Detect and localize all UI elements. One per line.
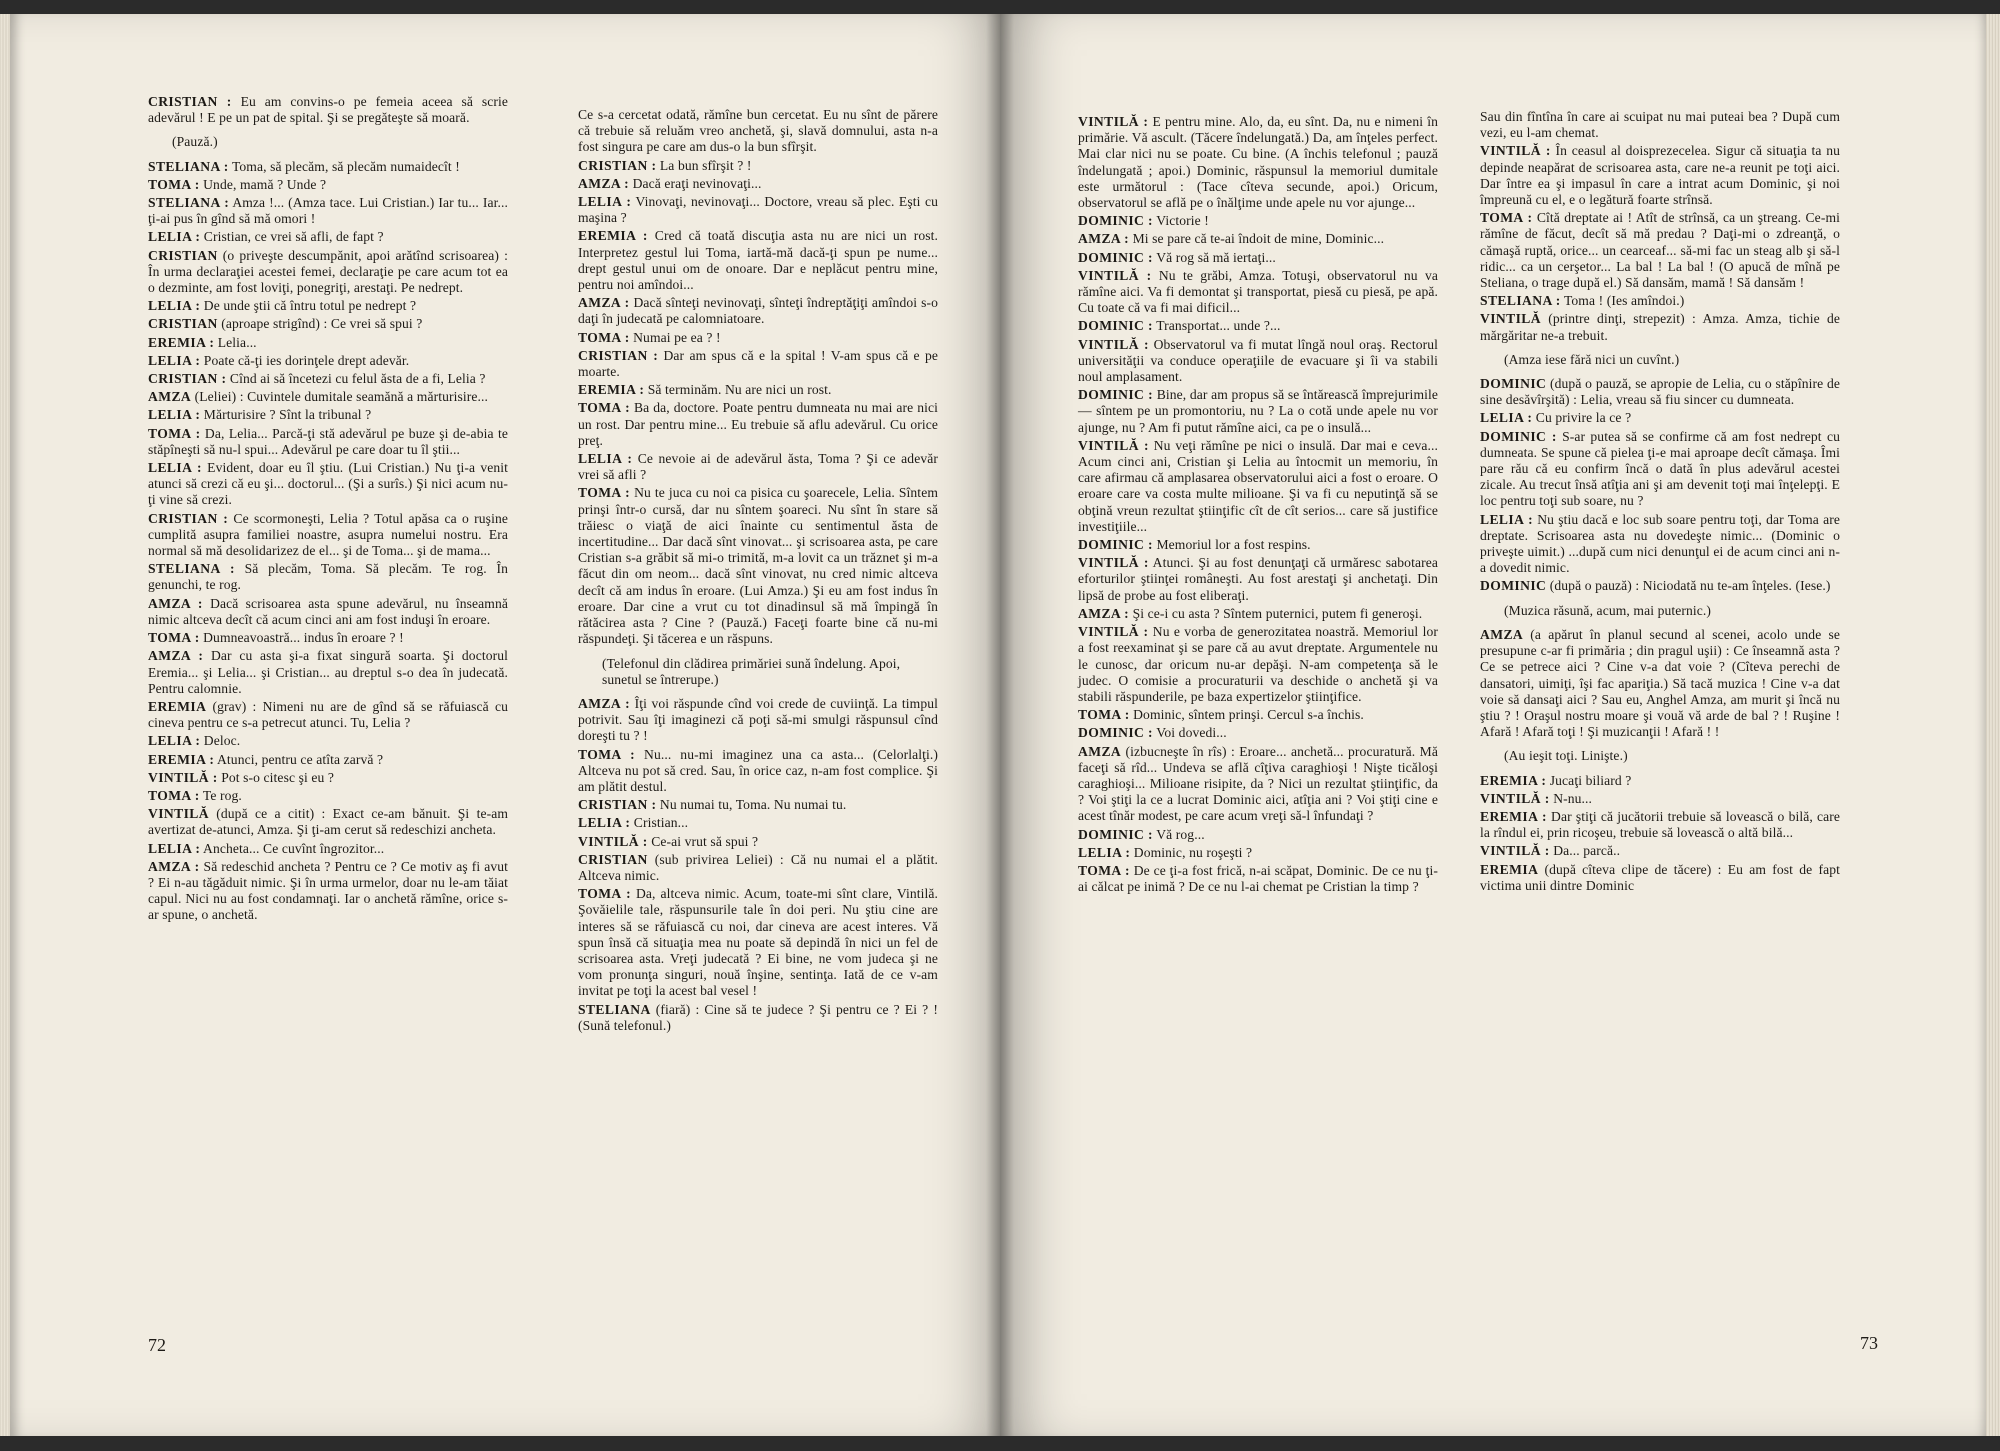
dialogue-text: (grav) : Nimeni nu are de gînd să se răfuiască cu cineva pentru ce s-a petrecut atunci. Tu, Lelia ? — [148, 698, 509, 731]
dialogue-text: (sub privirea Leliei) : Că nu numai el a plătit. Altceva nimic. — [578, 851, 939, 883]
speaker-name: CRISTIAN — [148, 247, 218, 263]
dialogue-text: De unde ştii că întru totul pe nedrept ? — [203, 298, 417, 314]
speaker-name: AMZA : — [1078, 231, 1130, 247]
speaker-name: LELIA : — [1078, 844, 1131, 860]
dialogue-text: Dar ştiţi că jucătorii trebuie să lovească o bilă, care la rîndul ei, prin ricoşeu, trebuie să lovească o altă bilă... — [1480, 808, 1841, 841]
dialogue-line — [578, 348, 938, 380]
dialogue-line — [578, 815, 938, 831]
dialogue-text: S-ar putea să se confirme că am fost nedrept cu dumneata. Se spune că pielea ţi-e mai aproape decît cămaşa. Îmi pare rău că eu confirm încă o dată în plus adevărul acestei zicale. Au trecut însă atîţia ani şi am devenit toţi mai înţelepţi. E loc pentru toţi sub soare, nu ? — [1480, 428, 1840, 509]
speaker-name: VINTILĂ : — [1078, 114, 1149, 129]
dialogue-line — [1480, 791, 1840, 807]
dialogue-text: Să redeschid ancheta ? Pentru ce ? Ce motiv aş fi avut ? Ei n-au tăgăduit nimic. Şi în urma urmelor, doar nu le-am tăiat capul. Nici nu au fost condamnaţi. Iar o anchetă rămîne, orice s-ar spune, o anchetă. — [148, 858, 509, 923]
dialogue-line — [578, 382, 938, 398]
speaker-name: AMZA : — [1078, 605, 1130, 621]
dialogue-text: Victorie ! — [1156, 213, 1209, 229]
speaker-name: TOMA : — [148, 425, 201, 441]
speaker-name: STELIANA : — [148, 561, 235, 577]
dialogue-text: Nu ştiu dacă e loc sub soare pentru toţi, dar Toma are dreptate. Scrisoarea asta nu dovedeşte nimic... (Dominic o priveşte uimit.) ...după cum nici denunţul ei de acum cinci ani n-a dovedit nimic. — [1480, 511, 1840, 576]
dialogue-text: Evident, doar eu îl ştiu. (Lui Cristian.) Nu ţi-a venit atunci să crezi că eu şi... doctorul... (Şi a surîs.) Şi nici acum nu-ţi vine să crezi. — [148, 460, 508, 508]
dialogue-text: Dar cu asta şi-a fixat singură soarta. Şi doctorul Eremia... şi Lelia... şi Cristian... au dreptul s-o dea în judecată. Pentru calomnie. — [148, 648, 509, 696]
dialogue-text: (izbucneşte în rîs) : Eroare... anchetă... procuratură. Mă faceţi să rîd... Undeva se află cîţiva caraghioşi ! Nişte ticăloşi caraghioşi... Milioane risipite, da ? Nici un rezultat ştiinţific, da ? Voi ştiţi la ce a lucrat Dominic aici, atîţia ani ? Voi ştiţi cine e acest tînăr modest, pe care acum vreţi să-l înfundaţi ? — [1078, 743, 1438, 824]
dialogue-line — [1078, 707, 1438, 723]
dialogue-line — [148, 426, 508, 458]
dialogue-line — [1480, 843, 1840, 859]
speaker-name: DOMINIC : — [1078, 537, 1153, 553]
dialogue-text: Eu am convins-o pe femeia aceea să scrie adevărul ! E pe un pat de spital. Şi se pregăteşte să moară. — [148, 94, 509, 126]
dialogue-line — [148, 788, 508, 804]
dialogue-text: Ce-ai vrut să spui ? — [651, 833, 759, 849]
speaker-name: LELIA : — [148, 229, 201, 245]
dialogue-line — [1078, 337, 1438, 386]
dialogue-line — [148, 177, 508, 193]
dialogue-text: Şi ce-i cu asta ? Sîntem puternici, putem fi generoşi. — [1132, 605, 1423, 621]
dialogue-line — [1480, 311, 1840, 343]
speaker-name: DOMINIC : — [1078, 213, 1153, 229]
speaker-name: TOMA : — [1480, 210, 1533, 226]
dialogue-line — [578, 852, 938, 884]
speaker-name: DOMINIC : — [1078, 826, 1153, 842]
speaker-name: VINTILĂ : — [1078, 336, 1149, 352]
dialogue-text: Dacă sînteţi nevinovaţi, sînteţi îndreptăţiţi amîndoi s-o daţi în judecată pe calomniatoare. — [578, 295, 939, 327]
dialogue-text: Cred că toată discuţia asta nu are nici un rost. Interpretez gestul lui Toma, iartă-mă dacă-ţi spun pe nume... drept gestul unui om de onoare. Dar e neplăcut pentru mine, pentru noi amîndoi... — [578, 228, 939, 293]
speaker-name: AMZA — [148, 389, 192, 405]
speaker-name: EREMIA : — [148, 334, 215, 350]
dialogue-line — [148, 229, 508, 245]
stage-direction: (Muzica răsună, acum, mai puternic.) — [1504, 602, 1712, 618]
dialogue-text: Transportat... unde ?... — [1156, 318, 1281, 334]
dialogue-text: Ancheta... Ce cuvînt îngrozitor... — [203, 840, 385, 856]
dialogue-line — [578, 834, 938, 850]
dialogue-line — [1078, 250, 1438, 266]
speaker-name: CRISTIAN : — [578, 157, 657, 173]
dialogue-text: Cu privire la ce ? — [1535, 410, 1632, 426]
speaker-name: LELIA : — [578, 451, 633, 467]
dialogue-text: Nu... nu-mi imaginez una ca asta... (Celorlalţi.) Altceva nu pot să cred. Sau, în orice caz, n-am fost complice. Şi am plătit destul. — [578, 746, 938, 794]
dialogue-line — [1078, 387, 1438, 436]
dialogue-text: În ceasul al doisprezecelea. Sigur că situaţia ta nu depinde neapărat de scrisoarea asta, care ne-a reunit pe toţi aici. Dar între ea şi impasul în care a intrat acum Dominic, şi noi împreună cu el, e o legătură foarte strînsă. — [1480, 143, 1840, 208]
speaker-name: TOMA : — [1078, 862, 1130, 878]
dialogue-text: (după o pauză, se apropie de Lelia, cu o stăpînire de sine desăvîrşită) : Lelia, vreau să fiu sincer cu dumneata. — [1480, 376, 1841, 408]
speaker-name: AMZA : — [148, 858, 200, 874]
speaker-name: VINTILĂ : — [1480, 143, 1551, 159]
dialogue-text: Vinovaţi, nevinovaţi... Doctore, vreau să plec. Eşti cu maşina ? — [578, 194, 938, 226]
dialogue-text: Nu e vorba de generozitatea noastră. Memoriul lor a fost reexaminat şi se pare că au avut dreptate. Argumentele nu le cunosc, dar oricum nu-ar depăşi. N-am competenţa să le judec. O comisie a procuraturii va deschide o anchetă şi va stabili răspunderile, pe baza expertizelor ştiinţifice. — [1078, 624, 1438, 704]
dialogue-line — [578, 451, 938, 483]
dialogue-line — [1078, 213, 1438, 229]
dialogue-line — [578, 158, 938, 174]
dialogue-text: Ce s-a cercetat odată, rămîne bun cercetat. Eu nu sînt de părere că trebuie să reluăm vreo anchetă, şi, slavă domnului, asta n-a fost singura pe care am dus-o la bun sfîrşit. — [578, 107, 938, 155]
speaker-name: VINTILĂ : — [1078, 437, 1149, 453]
speaker-name: LELIA : — [148, 733, 201, 749]
dialogue-line — [148, 841, 508, 857]
speaker-name: VINTILĂ : — [1078, 624, 1149, 640]
dialogue-line — [578, 886, 938, 999]
speaker-name: VINTILĂ : — [578, 833, 648, 849]
dialogue-text: Dacă eraţi nevinovaţi... — [632, 175, 762, 191]
dialogue-line — [578, 485, 938, 647]
dialogue-line — [1480, 809, 1840, 841]
dialogue-text: De ce ţi-a fost frică, n-ai scăpat, Dominic. De ce nu ţi-ai călcat pe inimă ? De ce nu l-ai chemat pe Cristian la timp ? — [1078, 862, 1439, 895]
speaker-name: TOMA : — [578, 746, 636, 762]
dialogue-line — [148, 407, 508, 423]
dialogue-text: Sau din fîntîna în care ai scuipat nu mai puteai bea ? După cum vezi, eu l-am chemat. — [1480, 109, 1840, 141]
speaker-name: TOMA : — [578, 400, 631, 416]
speaker-name: TOMA : — [1078, 707, 1130, 723]
dialogue-text: Amza !... (Amza tace. Lui Cristian.) Iar tu... Iar... ţi-ai pus în gînd să mă omori ! — [148, 195, 508, 227]
dialogue-text: Memoriul lor a fost respins. — [1156, 537, 1311, 553]
dialogue-line — [578, 400, 938, 449]
speaker-name: EREMIA : — [148, 751, 215, 767]
dialogue-text: La bun sfîrşit ? ! — [659, 157, 752, 173]
dialogue-text: Dominic, nu roşeşti ? — [1133, 844, 1253, 860]
dialogue-line — [148, 460, 508, 509]
dialogue-text: (Leliei) : Cuvintele dumitale seamănă a mărturisire... — [194, 389, 489, 405]
dialogue-text: Dumneavoastră... indus în eroare ? ! — [203, 630, 404, 646]
dialogue-text: Nu te juca cu noi ca pisica cu şoarecele, Lelia. Sîntem prinşi într-o cursă, dar nu sîntem şoareci. Nu sînt în stare să trăiesc o viaţă de aici înainte cu sentimentul ăsta de incertitudine... Dar dacă sînt vinovat... şi scrisoarea asta, pe care Cristian s-a grăbit să mi-o trimită, m-a lovit ca un trăznet şi m-a făcut din om neom... dacă sînt vinovat, nu cred nimic altceva decît că am indus în eroare. (Lui Amza.) Şi eu am fost indus în eroare. Dar cine a vrut cu tot dinadinsul să mă împingă în rătăcirea asta ? Cine ? (Pauză.) Faceţi foarte bine că nu-mi răspundeţi. Şi tăcerea e un răspuns. — [578, 485, 938, 647]
dialogue-text: Lelia... — [217, 334, 257, 350]
speaker-name: LELIA : — [148, 460, 202, 476]
left-page — [10, 14, 1000, 1436]
dialogue-line — [1480, 210, 1840, 291]
dialogue-text: Bine, dar am propus să se întărească împrejurimile — sîntem pe un promontoriu, nu ? La o cotă unde apele nu vor ajunge, nu ? Am fi putut rămîne aici, ca pe o insulă... — [1078, 387, 1438, 435]
speaker-name: VINTILĂ — [1480, 311, 1541, 327]
dialogue-line — [148, 511, 508, 560]
dialogue-line — [1480, 578, 1840, 594]
dialogue-line — [578, 194, 938, 226]
speaker-name: LELIA : — [578, 815, 631, 831]
dialogue-line — [1078, 555, 1438, 604]
dialogue-text: Poate că-ţi ies dorinţele drept adevăr. — [203, 352, 410, 368]
speaker-name: EREMIA — [1480, 861, 1539, 877]
dialogue-line — [1078, 863, 1438, 895]
dialogue-text: Ce scormoneşti, Lelia ? Totul apăsa ca o ruşine cumplită asupra familiei noastre, asupra numelui nostru. Era normal să mă desolidarizez de el... şi de Toma... şi de mama... — [148, 510, 508, 559]
dialogue-line — [148, 596, 508, 628]
dialogue-text: (a apărut în planul secund al scenei, acolo unde se presupune c-ar fi primăria ; din pragul uşii) : Ce înseamnă asta ? Ce se petrece aici ? Cine v-a dat voie ? (Cîteva perechi de dansatori, uimiţi, îşi fac apariţia.) Să tacă muzica ! Cine v-a dat voie să dansaţi aici ? Sau eu, Anghel Amza, am murit şi încă nu ştiu ? ! Oraşul nostru moare şi vouă vă arde de bal ? ! Ruşine ! Afară ! Afară toţi ! Şi muzicanţii ! Afară ! ! — [1480, 626, 1841, 740]
dialogue-text: Atunci. Şi au fost denunţaţi că urmăresc sabotarea eforturilor ştiinţei româneşti. Au fost arestaţi şi anchetaţi. Din lipsă de probe au fost eliberaţi. — [1078, 555, 1438, 603]
left-page-column-1 — [148, 94, 508, 926]
dialogue-line — [1078, 537, 1438, 553]
speaker-name: STELIANA : — [1480, 293, 1561, 309]
dialogue-line — [148, 195, 508, 227]
dialogue-text: Deloc. — [203, 733, 241, 749]
dialogue-text: Să plecăm, Toma. Să plecăm. Te rog. În genunchi, te rog. — [148, 561, 509, 593]
speaker-name: VINTILĂ : — [1480, 790, 1550, 806]
dialogue-line — [1078, 318, 1438, 334]
dialogue-line — [1480, 293, 1840, 309]
dialogue-line — [1480, 512, 1840, 577]
speaker-name: DOMINIC — [1480, 376, 1547, 392]
dialogue-line — [148, 298, 508, 314]
dialogue-text: Nu te grăbi, Amza. Totuşi, observatorul nu va rămîne aici. Va fi demontat şi transportat, piesă cu piesă, pe apă. Cu toate că va fi mai dificil... — [1078, 267, 1439, 316]
dialogue-text: Toma ! (Ies amîndoi.) — [1563, 293, 1685, 309]
dialogue-line — [148, 859, 508, 924]
dialogue-line — [1480, 109, 1840, 141]
dialogue-line — [578, 1002, 938, 1034]
stage-direction: (Telefonul din clădirea primăriei sună îndelung. Apoi, sunetul se întrerupe.) — [602, 655, 901, 687]
dialogue-line — [148, 806, 508, 838]
dialogue-line — [1078, 725, 1438, 741]
speaker-name: TOMA : — [578, 886, 632, 902]
speaker-name: EREMIA : — [578, 382, 645, 398]
speaker-name: DOMINIC : — [1078, 387, 1154, 403]
stage-direction: (Au ieşit toţi. Linişte.) — [1504, 748, 1628, 764]
speaker-name: VINTILĂ : — [1078, 555, 1149, 571]
dialogue-line — [1078, 231, 1438, 247]
dialogue-text: Ce nevoie ai de adevărul ăsta, Toma ? Şi ce adevăr vrei să afli ? — [578, 451, 938, 483]
dialogue-text: Vă rog să mă iertaţi... — [1156, 249, 1276, 265]
dialogue-text: Cînd ai să încetezi cu felul ăsta de a fi, Lelia ? — [229, 371, 486, 387]
speaker-name: LELIA : — [578, 194, 632, 210]
speaker-name: STELIANA — [578, 1001, 651, 1017]
speaker-name: VINTILĂ : — [1078, 267, 1152, 283]
speaker-name: STELIANA : — [148, 158, 229, 174]
dialogue-text: Atunci, pentru ce atîta zarvă ? — [217, 751, 384, 767]
speaker-name: STELIANA : — [148, 195, 230, 211]
dialogue-text: Te rog. — [202, 787, 242, 803]
dialogue-line — [1480, 376, 1840, 408]
speaker-name: DOMINIC : — [1078, 318, 1153, 334]
dialogue-line — [578, 330, 938, 346]
dialogue-line — [1078, 744, 1438, 825]
dialogue-line — [148, 335, 508, 351]
dialogue-line — [148, 648, 508, 697]
dialogue-line — [1480, 429, 1840, 510]
dialogue-line — [578, 797, 938, 813]
dialogue-text: Unde, mamă ? Unde ? — [203, 176, 327, 192]
dialogue-line — [1480, 410, 1840, 426]
dialogue-line — [1078, 845, 1438, 861]
dialogue-text: (aproape strigînd) : Ce vrei să spui ? — [221, 316, 423, 332]
speaker-name: VINTILĂ : — [148, 769, 218, 785]
dialogue-line — [1078, 114, 1438, 211]
dialogue-line — [1078, 624, 1438, 705]
speaker-name: DOMINIC : — [1078, 249, 1153, 265]
dialogue-line — [1480, 773, 1840, 789]
dialogue-text: (după o pauză) : Niciodată nu te-am înţeles. (Iese.) — [1549, 578, 1831, 594]
dialogue-text: N-nu... — [1553, 790, 1593, 806]
speaker-name: TOMA : — [148, 630, 200, 646]
dialogue-text: Numai pe ea ? ! — [633, 329, 721, 345]
dialogue-line — [148, 561, 508, 593]
speaker-name: EREMIA : — [578, 228, 648, 244]
right-page — [1000, 14, 1988, 1436]
dialogue-text: Voi dovedi... — [1156, 725, 1227, 741]
page-number-left: 72 — [148, 1335, 166, 1355]
dialogue-text: (printre dinţi, strepezit) : Amza. Amza, tichie de mărgăritar ne-a trebuit. — [1480, 311, 1840, 343]
dialogue-text: Da... parcă.. — [1553, 843, 1621, 859]
dialogue-text: Cristian... — [633, 815, 689, 831]
page-edges-right — [1986, 14, 2000, 1436]
speaker-name: CRISTIAN : — [578, 797, 657, 813]
speaker-name: AMZA : — [148, 595, 203, 611]
dialogue-text: Vă rog... — [1156, 826, 1205, 842]
dialogue-line — [1078, 438, 1438, 535]
speaker-name: AMZA : — [148, 648, 204, 664]
speaker-name: AMZA — [1480, 626, 1524, 642]
speaker-name: CRISTIAN : — [148, 94, 232, 109]
stage-direction: (Pauză.) — [172, 134, 218, 150]
speaker-name: CRISTIAN — [578, 851, 648, 867]
dialogue-text: Observatorul va fi mutat lîngă noul oraş. Rectorul universităţii va conduce operaţiile de evacuare şi îi va stabili noul amplasament. — [1078, 336, 1438, 385]
dialogue-line — [148, 752, 508, 768]
dialogue-line — [148, 630, 508, 646]
speaker-name: DOMINIC : — [1480, 428, 1557, 444]
dialogue-text: Nu numai tu, Toma. Nu numai tu. — [659, 797, 847, 813]
dialogue-line — [1480, 143, 1840, 208]
dialogue-text: Mi se pare că te-ai îndoit de mine, Dominic... — [1132, 231, 1385, 247]
speaker-name: CRISTIAN — [148, 316, 218, 332]
dialogue-line — [578, 228, 938, 293]
dialogue-line — [1480, 627, 1840, 740]
speaker-name: AMZA : — [578, 295, 630, 311]
dialogue-line — [148, 770, 508, 786]
dialogue-text: Dacă scrisoarea asta spune adevărul, nu înseamnă nimic altceva decît că acum cinci ani am fost induşi în eroare. — [148, 595, 509, 627]
dialogue-text: Toma, să plecăm, să plecăm numaidecît ! — [231, 158, 460, 174]
dialogue-line — [578, 747, 938, 796]
speaker-name: CRISTIAN : — [578, 347, 659, 363]
dialogue-line — [148, 733, 508, 749]
speaker-name: DOMINIC — [1480, 578, 1547, 594]
dialogue-line — [148, 699, 508, 731]
dialogue-line — [148, 94, 508, 126]
dialogue-text: (după cîteva clipe de tăcere) : Eu am fost de fapt victima unii dintre Dominic — [1480, 861, 1840, 893]
speaker-name: AMZA : — [578, 695, 631, 711]
speaker-name: TOMA : — [578, 485, 631, 501]
dialogue-line — [148, 389, 508, 405]
speaker-name: LELIA : — [148, 298, 201, 314]
book-gutter — [986, 14, 1014, 1436]
dialogue-text: (după ce a citit) : Exact ce-am bănuit. Şi te-am avertizat de-atunci, Amza. Şi ţi-am cerut să redeschizi ancheta. — [148, 806, 509, 838]
speaker-name: EREMIA : — [1480, 772, 1547, 788]
dialogue-text: Dominic, sîntem prinşi. Cercul s-a închis. — [1133, 707, 1364, 723]
dialogue-text: Cîtă dreptate ai ! Atît de strînsă, ca un ştreang. Ce-mi rămîne de făcut, decît să mă predau ? Daţi-mi o zdreanţă, o cămaşă ruptă, orice... un cearceaf... să-mi fac un steag alb şi să-l ridic... ca un cerşetor... La bal ! La bal ! (O apucă de mînă pe Steliana, o trage după el.) Să dansăm, mamă ! Să dansăm ! — [1480, 210, 1840, 291]
speaker-name: LELIA : — [1480, 410, 1533, 426]
dialogue-line — [578, 107, 938, 156]
dialogue-text: Nu veţi rămîne pe nici o insulă. Dar mai e ceva... Acum cinci ani, Cristian şi Lelia au întocmit un memoriu, în care afirmau că amplasarea observatorului aici a fost o eroare. O eroare care va costa multe milioane. Şi va fi cu neputinţă să se obţină vreun rezultat ştiinţific cît de cît serios... care să justifice investiţiile... — [1078, 437, 1438, 534]
speaker-name: VINTILĂ — [148, 806, 209, 822]
dialogue-line — [578, 176, 938, 192]
dialogue-line — [148, 353, 508, 369]
dialogue-line — [148, 316, 508, 332]
speaker-name: EREMIA : — [1480, 808, 1547, 824]
dialogue-text: Da, altceva nimic. Acum, toate-mi sînt clare, Vintilă. Şovăielile tale, răspunsurile tale în doi peri. Nu ştiu cine are interes să se răfuiască cu noi, dar cineva are acest interes. Vă spun însă că situaţia mea nu poate să depindă în nici un fel de scrisoarea asta. Vreţi judecată ? Ei bine, ne vom judeca şi ne vom pronunţa singuri, nouă înşine, sentinţa. Iată de ce v-am invitat pe toţi la acest bal vesel ! — [578, 886, 939, 999]
speaker-name: LELIA : — [148, 840, 201, 856]
dialogue-line — [148, 159, 508, 175]
dialogue-text: Ba da, doctore. Poate pentru dumneata nu mai are nici un rost. Dar pentru mine... Eu trebuie să aflu adevărul. Cu orice preţ. — [578, 400, 938, 448]
dialogue-text: Da, Lelia... Parcă-ţi stă adevărul pe buze şi de-abia te stăpîneşti să nu-l spui... Adevărul pe care doar tu îl ştii... — [148, 425, 508, 457]
dialogue-text: Cristian, ce vrei să afli, de fapt ? — [203, 229, 384, 245]
speaker-name: LELIA : — [1480, 511, 1534, 527]
speaker-name: DOMINIC : — [1078, 725, 1153, 741]
speaker-name: CRISTIAN : — [148, 510, 229, 526]
speaker-name: TOMA : — [578, 329, 630, 345]
dialogue-text: Mărturisire ? Sînt la tribunal ? — [203, 407, 372, 423]
dialogue-text: Îţi voi răspunde cînd voi crede de cuviinţă. La timpul potrivit. Sau îţi imaginezi că poţi să-mi smulgi răspunsul cînd doreşti tu ? ! — [578, 695, 938, 744]
dialogue-text: (o priveşte descumpănit, apoi arătînd scrisoarea) : În urma declaraţiei acestei femei, declaraţie pe care acum tot ea o dezminte, am fost loviţi, ponegriţi, arestaţi. Pe nedrept. — [148, 247, 509, 296]
right-page-column-1 — [1078, 114, 1438, 897]
right-page-column-2 — [1480, 109, 1840, 896]
dialogue-text: Să terminăm. Nu are nici un rost. — [647, 382, 832, 398]
dialogue-line — [1078, 827, 1438, 843]
stage-direction: (Amza iese fără nici un cuvînt.) — [1504, 351, 1680, 367]
speaker-name: TOMA : — [148, 787, 200, 803]
dialogue-line — [578, 295, 938, 327]
speaker-name: LELIA : — [148, 352, 201, 368]
dialogue-line — [1480, 862, 1840, 894]
dialogue-line — [1078, 268, 1438, 317]
dialogue-text: Jucaţi biliard ? — [1549, 772, 1632, 788]
dialogue-text: E pentru mine. Alo, da, eu sînt. Da, nu e nimeni în primărie. Vă ascult. (Tăcere îndelungată.) Da, am înţeles perfect. Mai clar nici nu se poate. Cu bine. (A închis telefonul ; pauză îndelungată ; apoi.) Dominic, răspunsul la memoriul dumitale este următorul : (Tace cîteva secunde, apoi.) Oricum, observatorul se află pe o înălţime unde apele nu vor ajunge... — [1078, 114, 1439, 211]
speaker-name: LELIA : — [148, 407, 201, 423]
speaker-name: TOMA : — [148, 176, 200, 192]
speaker-name: AMZA : — [578, 175, 630, 191]
dialogue-line — [148, 248, 508, 297]
speaker-name: CRISTIAN : — [148, 371, 227, 387]
dialogue-line — [1078, 606, 1438, 622]
left-page-column-2 — [578, 107, 938, 1036]
dialogue-line — [578, 696, 938, 745]
dialogue-text: Pot s-o citesc şi eu ? — [221, 769, 335, 785]
speaker-name: VINTILĂ : — [1480, 843, 1550, 859]
dialogue-text: Dar am spus că e la spital ! V-am spus că e pe moarte. — [578, 347, 938, 380]
speaker-name: EREMIA — [148, 698, 207, 714]
dialogue-text: (fiară) : Cine să te judece ? Şi pentru ce ? Ei ? ! (Sună telefonul.) — [578, 1001, 938, 1033]
dialogue-line — [148, 371, 508, 387]
page-number-right: 73 — [1860, 1333, 1878, 1353]
speaker-name: AMZA — [1078, 743, 1122, 759]
